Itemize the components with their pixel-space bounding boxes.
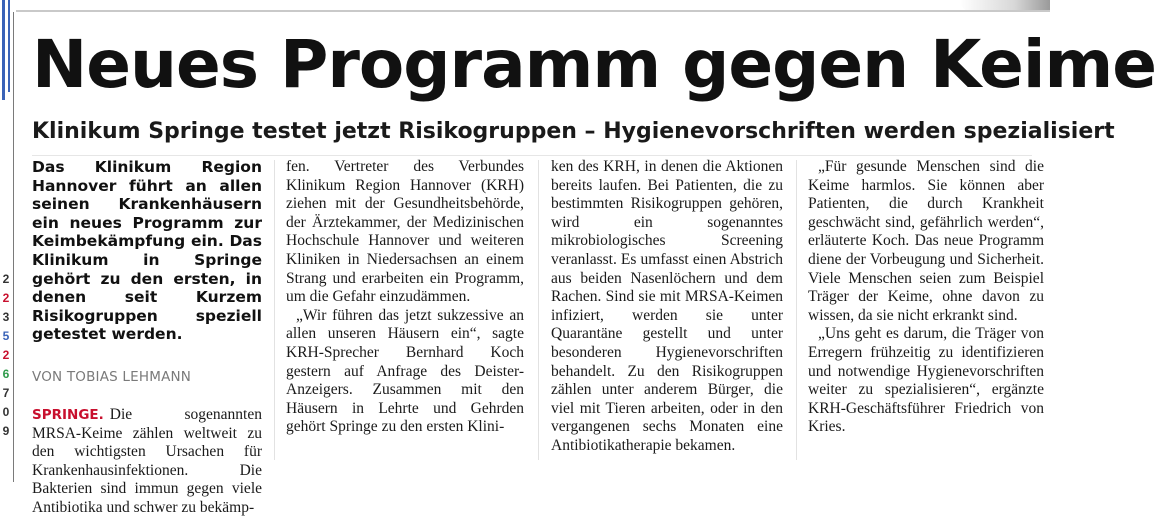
column-separator xyxy=(538,160,539,460)
column-separator xyxy=(796,160,797,460)
body-paragraph: „Wir führen das jetzt sukzessive an allen unseren Häusern ein“, sagte KRH-Sprecher Bernhard Koch gestern auf Anfrage des Deister-Anzeigers. Zusammen mit den Häusern in Lehrte und Gehrden gehört Springe zu den ersten Klini- xyxy=(286,306,524,436)
edge-blue-bar-thin xyxy=(8,0,10,92)
headline: Neues Programm gegen Keime xyxy=(32,26,1156,103)
edge-digit: 9 xyxy=(2,424,10,438)
edge-digit: 7 xyxy=(2,386,10,400)
body-paragraph: „Für gesunde Menschen sind die Keime harmlos. Sie können aber Patienten, die durch Krankheit geschwächt sind, gefährlich werden“, erläuterte Koch. Das neue Programm diene der Vorbeugung und Sicherheit. Viele Menschen seien zum Beispiel Träger der Keime, ohne davon zu wissen, da sie nicht erkrankt sind. xyxy=(808,158,1044,324)
left-page-edge xyxy=(0,0,16,497)
dateline: SPRINGE. xyxy=(32,406,104,423)
edge-digit: 2 xyxy=(2,348,10,362)
body-paragraph: fen. Vertreter des Verbundes Klinikum Region Hannover (KRH) ziehen mit der Gesundheitsbehörde, der Ärztekammer, der Medizinischen Hochschule Hannover und weiteren Kliniken in Niedersachsen an einem Strang und erarbeiten ein Programm, um die Gefahr einzudämmen. xyxy=(286,158,524,306)
edge-digit: 3 xyxy=(2,310,10,324)
article-lead: Das Klinikum Region Hannover führt an allen seinen Krankenhäusern ein neues Programm zur Keimbekämpfung ein. Das Klinikum in Springe gehört zu den ersten, in denen seit Kurzem Risikogruppen speziell getestet werden. xyxy=(32,158,262,344)
body-paragraph: ken des KRH, in denen die Aktionen bereits laufen. Bei Patienten, die zu bestimmten Risikogruppen gehören, wird ein sogenanntes mikrobiologisches Screening veranlasst. Es umfasst einen Abstrich aus beiden Nasenlöchern und dem Rachen. Sind sie mit MRSA-Keimen infiziert, werden sie unter Quarantäne gestellt und unter besonderen Hygienevorschriften behandelt. Zu den Risikogruppen zählen unter anderem Bürger, die viel mit Tieren arbeiten, oder in den vergangenen sechs Monaten eine Antibiotikatherapie bekamen. xyxy=(551,158,783,454)
edge-digit: 2 xyxy=(2,291,10,305)
column-separator xyxy=(274,160,275,460)
article-column-3 xyxy=(551,158,783,456)
subheadline-rule xyxy=(32,155,1032,156)
body-paragraph xyxy=(32,406,262,518)
body-text: Die sogenannten MRSA-Keime zählen weltweit zu den wichtigsten Ursachen für Krankenhausinfektionen. Die Bakterien sind immun gegen viele Antibiotika und schwer zu bekämp- xyxy=(32,405,262,516)
edge-digit: 5 xyxy=(2,329,10,343)
body-paragraph: „Uns geht es darum, die Träger von Erregern frühzeitig zu identifizieren und notwendige Hygienevorschriften weiter zu spezialisieren“, ergänzte KRH-Geschäftsführer Friedrich von Kries. xyxy=(808,325,1044,436)
byline: VON TOBIAS LEHMANN xyxy=(32,368,192,385)
edge-digit: 6 xyxy=(2,367,10,381)
edge-digit: 0 xyxy=(2,405,10,419)
subheadline: Klinikum Springe testet jetzt Risikogruppen – Hygienevorschriften werden spezialisiert xyxy=(32,119,1115,144)
edge-rule xyxy=(13,12,14,482)
article-column-4 xyxy=(808,158,1044,437)
top-rule xyxy=(16,10,1050,12)
article-column-1 xyxy=(32,158,262,518)
edge-digit: 2 xyxy=(2,272,10,286)
edge-blue-bar xyxy=(2,0,5,100)
article-column-2 xyxy=(286,158,524,437)
